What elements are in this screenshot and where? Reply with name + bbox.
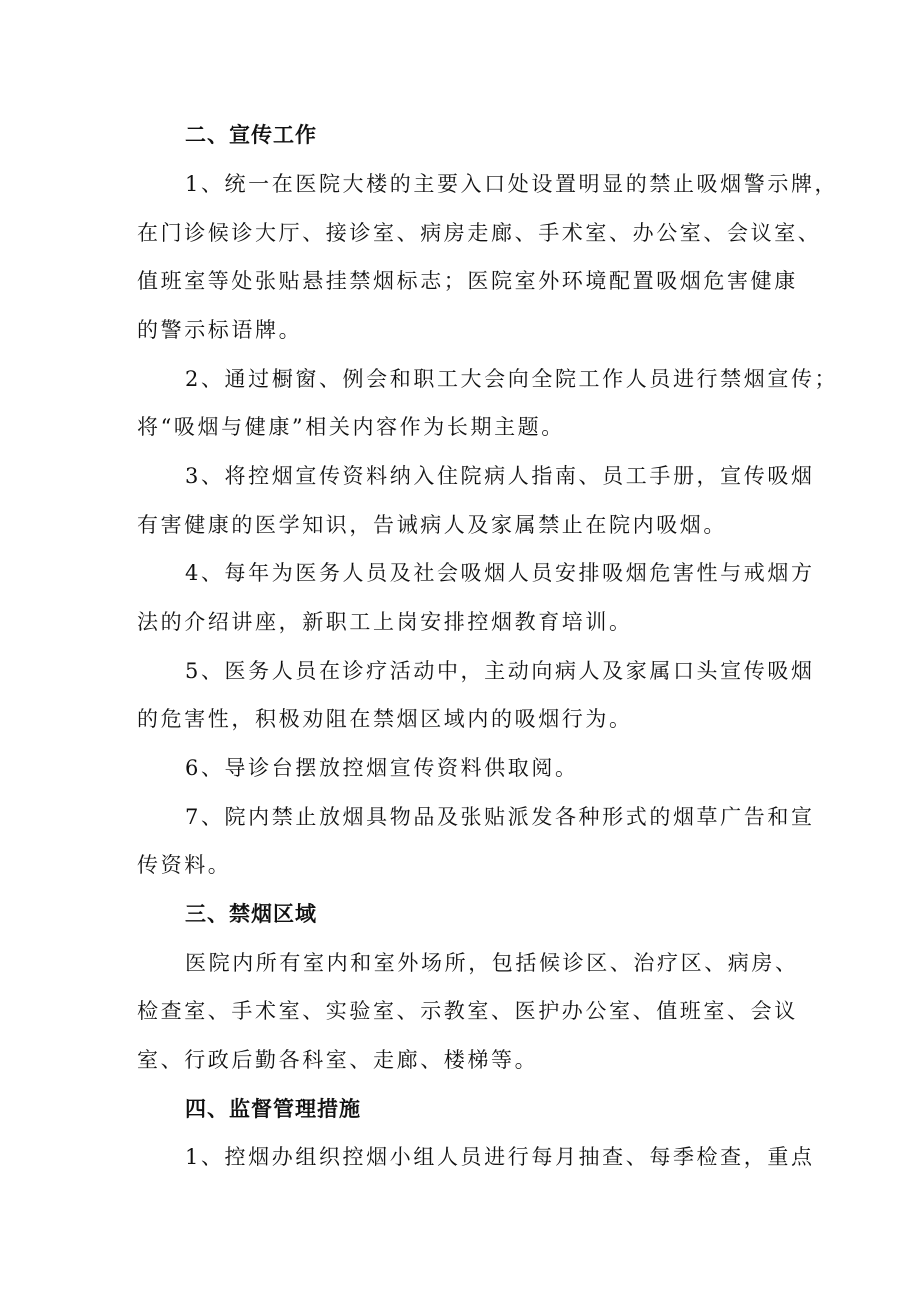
- paragraph-line: 的警示标语牌。: [137, 318, 303, 342]
- paragraph-line: 将“吸烟与健康”相关内容作为长期主题。: [137, 415, 565, 439]
- paragraph-line: 4、每年为医务人员及社会吸烟人员安排吸烟危害性与戒烟方: [185, 561, 815, 585]
- paragraph-line: 6、导诊台摆放控烟宣传资料供取阅。: [185, 756, 579, 780]
- paragraph-line: 1、统一在医院大楼的主要入口处设置明显的禁止吸烟警示牌，: [185, 172, 839, 196]
- paragraph-line: 3、将控烟宣传资料纳入住院病人指南、员工手册，宣传吸烟: [185, 464, 815, 488]
- paragraph-line: 7、院内禁止放烟具物品及张贴派发各种形式的烟草广告和宣: [185, 805, 815, 829]
- paragraph-line: 检查室、手术室、实验室、示教室、医护办公室、值班室、会议: [137, 999, 798, 1023]
- paragraph-line: 在门诊候诊大厅、接诊室、病房走廊、手术室、办公室、会议室、: [137, 221, 822, 245]
- paragraph-line: 有害健康的医学知识，告诫病人及家属禁止在院内吸烟。: [137, 513, 727, 537]
- paragraph-line: 传资料。: [137, 853, 232, 877]
- paragraph-line: 室、行政后勤各科室、走廊、楼梯等。: [137, 1048, 539, 1072]
- paragraph-line: 的危害性，积极劝阻在禁烟区域内的吸烟行为。: [137, 707, 633, 731]
- paragraph-line: 值班室等处张贴悬挂禁烟标志；医院室外环境配置吸烟危害健康: [137, 269, 798, 293]
- paragraph-line: 1、控烟办组织控烟小组人员进行每月抽查、每季检查，重点: [185, 1145, 815, 1169]
- paragraph-line: 医院内所有室内和室外场所，包括候诊区、治疗区、病房、: [185, 951, 799, 975]
- paragraph-line: 法的介绍讲座，新职工上岗安排控烟教育培训。: [137, 610, 633, 634]
- paragraph-line: 2、通过橱窗、例会和职工大会向全院工作人员进行禁烟宣传；: [185, 367, 839, 391]
- section-heading-supervision: 四、监督管理措施: [185, 1097, 361, 1121]
- section-heading-no-smoking-zone: 三、禁烟区域: [185, 902, 317, 926]
- paragraph-line: 5、医务人员在诊疗活动中，主动向病人及家属口头宣传吸烟: [185, 659, 815, 683]
- section-heading-publicity: 二、宣传工作: [185, 123, 317, 147]
